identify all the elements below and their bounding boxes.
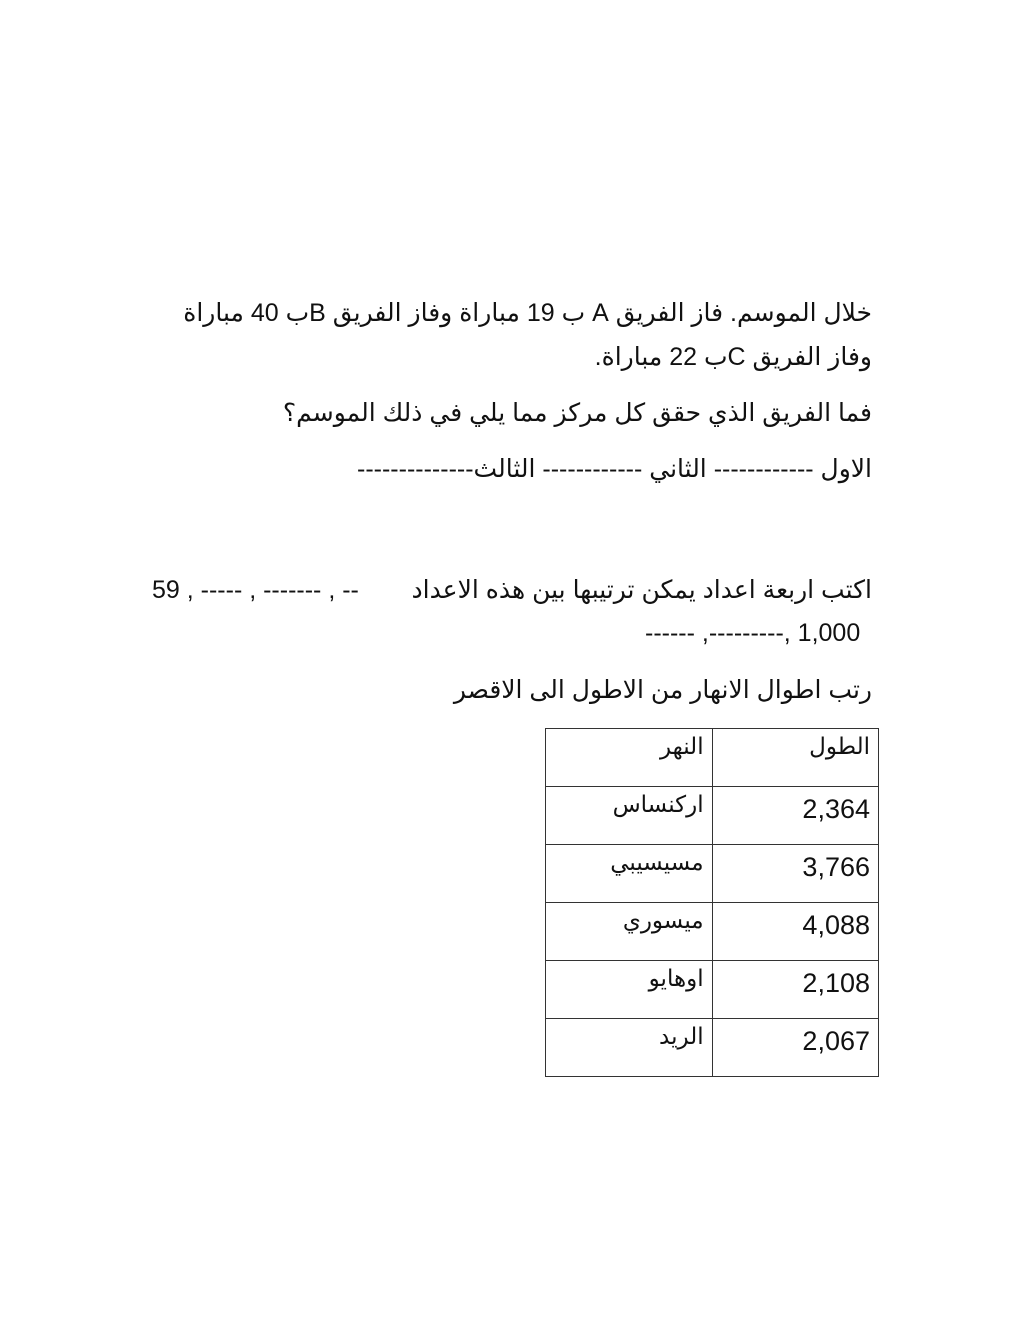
header-river: النهر (546, 729, 713, 787)
problem2-prompt: اكتب اربعة اعداد يمكن ترتيبها بين هذه الاعداد (411, 576, 872, 604)
table-row (546, 1019, 879, 1077)
river-length: 3,766 (712, 845, 878, 903)
table-row (546, 845, 879, 903)
river-name: اوهايو (546, 961, 713, 1019)
table-row (546, 787, 879, 845)
problem2-blanks-line2: ------ ,---------, 1,000 (645, 619, 861, 647)
river-length: 2,108 (712, 961, 878, 1019)
problem3-prompt: رتب اطوال الانهار من الاطول الى الاقصر (453, 676, 872, 704)
table-row (546, 961, 879, 1019)
river-name: مسيسيبي (546, 845, 713, 903)
river-length: 2,364 (712, 787, 878, 845)
header-length: الطول (712, 729, 878, 787)
river-name: الريد (546, 1019, 713, 1077)
river-length: 4,088 (712, 903, 878, 961)
rivers-table (545, 728, 879, 1077)
river-length: 2,067 (712, 1019, 878, 1077)
problem2-blanks-line1: 59 , ----- , ------- , -- (152, 576, 359, 604)
river-name: اركنساس (546, 787, 713, 845)
problem1-answer-line: الاول ------------ الثاني ------------ الثالث-------------- (357, 455, 872, 483)
problem1-line2: وفاز الفريق Cب 22 مباراة. (594, 343, 872, 371)
table-row (546, 903, 879, 961)
problem1-question: فما الفريق الذي حقق كل مركز مما يلي في ذلك الموسم؟ (282, 399, 872, 427)
table-header-row (546, 729, 879, 787)
river-name: ميسوري (546, 903, 713, 961)
problem1-line1: خلال الموسم. فاز الفريق A ب 19 مباراة وفاز الفريق Bب 40 مباراة (183, 299, 872, 327)
